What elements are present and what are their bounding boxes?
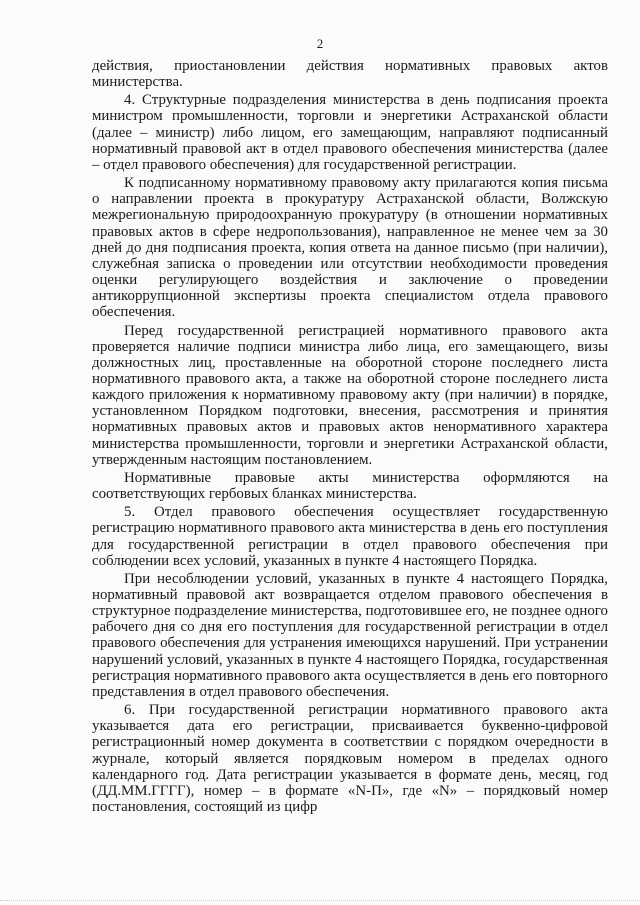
paragraph-attachments: К подписанному нормативному правовому акту прилагаются копия письма о направлении проекта в прокуратуру Астраханской области, Волжскую межрегиональную природоохранную прокуратуру (в отношении нормативных правовых актов в сфере недропользования), направленное не менее чем за 30 дней до дня подписания проекта, копия ответа на данное письмо (при наличии), служебная записка о проведении или отсутствии необходимости проведения оценки регулирующего воздействия и заключение о проведении антикоррупционной экспертизы проекта специалистом отдела правового обеспечения.	[92, 175, 608, 321]
document-body	[92, 58, 608, 815]
paragraph-item-4: 4. Структурные подразделения министерства в день подписания проекта министром промышленности, торговли и энергетики Астраханской области (далее – министр) либо лицом, его замещающим, направляют подписанный нормативный правовой акт в отдел правового обеспечения министерства (далее – отдел правового обеспечения) для государственной регистрации.	[92, 92, 608, 173]
paragraph-violations: При несоблюдении условий, указанных в пункте 4 настоящего Порядка, нормативный правовой акт возвращается отделом правового обеспечения в структурное подразделение министерства, подготовившее его, не позднее одного рабочего дня со дня его поступления для государственной регистрации в отдел правового обеспечения для устранения имеющихся нарушений. При устранении нарушений условий, указанных в пункте 4 настоящего Порядка, государственная регистрация нормативного правового акта осуществляется в день его повторного представления в отдел правового обеспечения.	[92, 570, 608, 700]
paragraph-signature-check: Перед государственной регистрацией нормативного правового акта проверяется наличие подписи министра либо лица, его замещающего, визы должностных лиц, проставленные на оборотной стороне последнего листа нормативного правового акта, а также на оборотной стороне последнего листа каждого приложения к нормативному правовому акту (при наличии) в порядке, установленном Порядком подготовки, внесения, рассмотрения и принятия нормативных правовых актов и правовых актов ненормативного характера министерства промышленности, торговли и энергетики Астраханской области, утвержденным настоящим постановлением.	[92, 322, 608, 468]
scan-bottom-edge	[0, 900, 640, 901]
page-number: 2	[316, 36, 324, 51]
paragraph-item-5: 5. Отдел правового обеспечения осуществляет государственную регистрацию нормативного правового акта министерства в день его поступления для государственной регистрации в отдел правового обеспечения при соблюдении всех условий, указанных в пункте 4 настоящего Порядка.	[92, 504, 608, 569]
paragraph-letterhead: Нормативные правовые акты министерства оформляются на соответствующих гербовых бланках министерства.	[92, 469, 608, 503]
paragraph-item-6: 6. При государственной регистрации нормативного правового акта указывается дата его регистрации, присваивается буквенно-цифровой регистрационный номер документа в соответствии с порядком очередности в журнале, который является порядковым номером в пределах одного календарного год. Дата регистрации указывается в формате день, месяц, год (ДД.ММ.ГГГГ), номер – в формате «N-П», где «N» – порядковый номер постановления, состоящий из цифр	[92, 702, 608, 816]
paragraph-continuation: действия, приостановлении действия нормативных правовых актов министерства.	[92, 58, 608, 91]
